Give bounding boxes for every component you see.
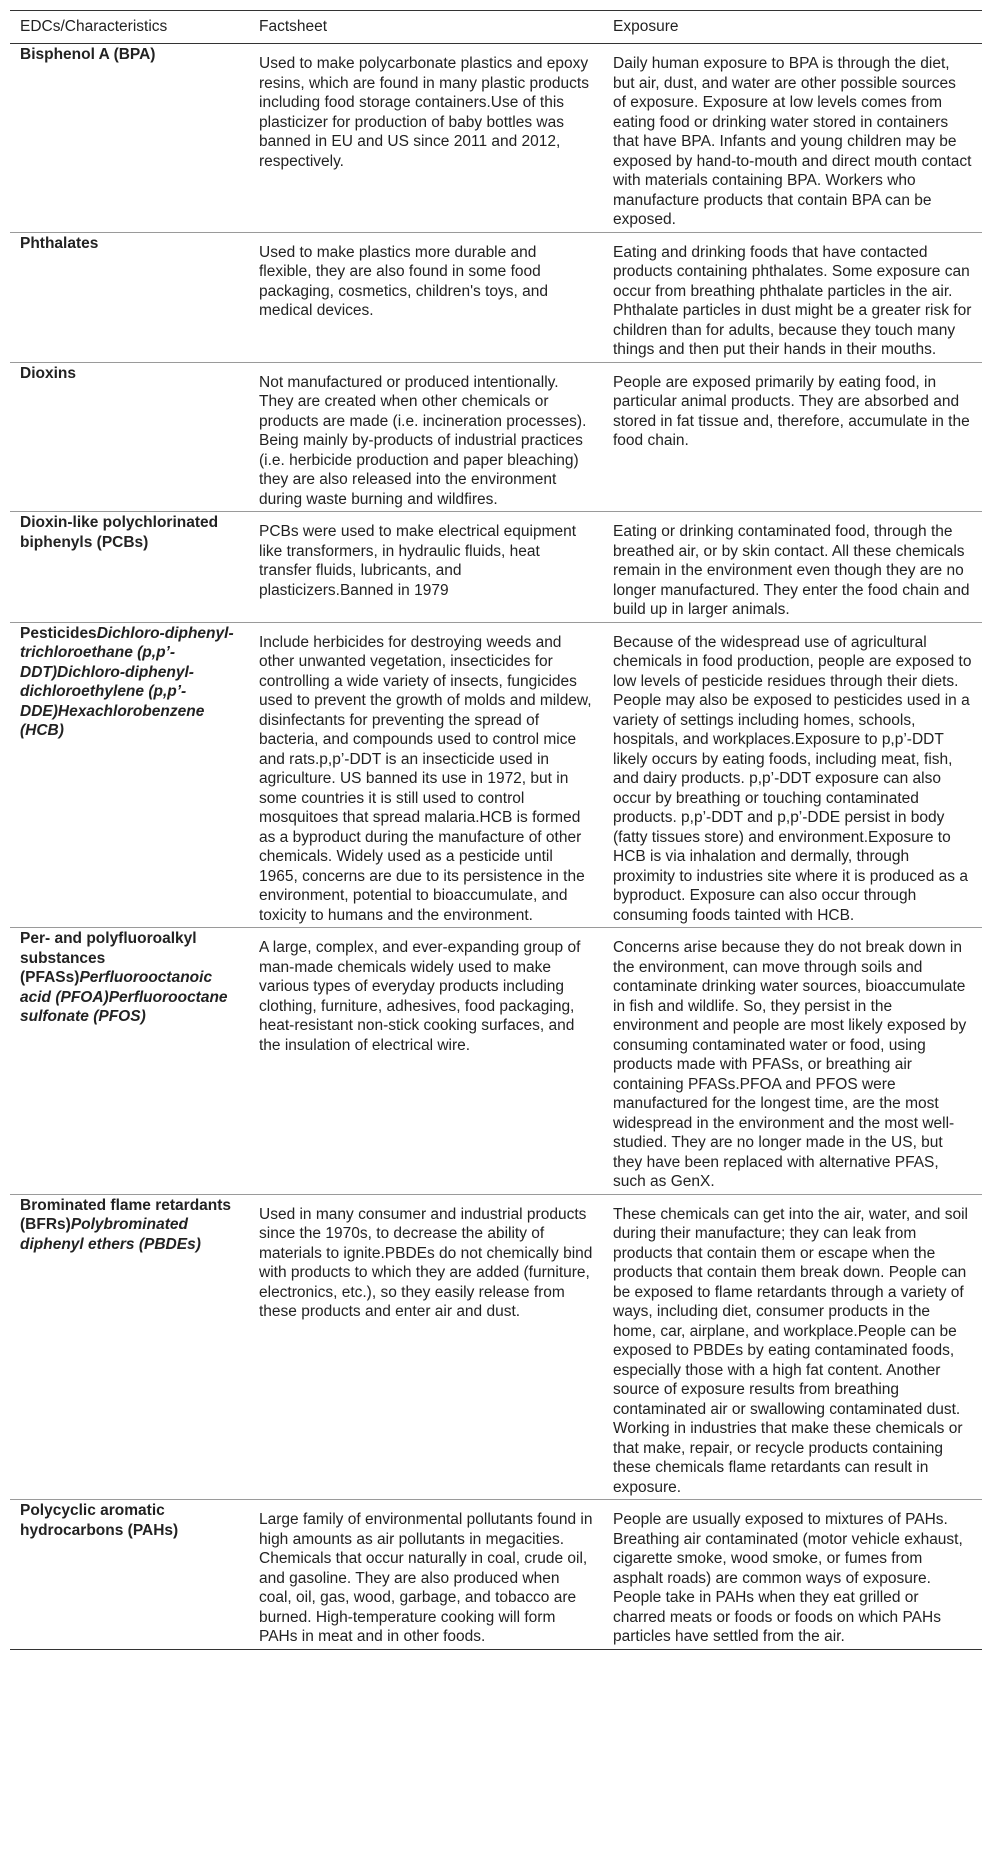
factsheet-cell: A large, complex, and ever-expanding group of man-made chemicals widely used to make various types of everyday products including clothing, furniture, adhesives, food packaging, heat-resistant non-stick cooking surfaces, and the insulation of electrical wire. (249, 928, 603, 1195)
edc-name: Dioxin-like polychlorinated biphenyls (PCBs) (20, 514, 219, 551)
exposure-cell: Because of the widespread use of agricultural chemicals in food production, people are exposed to low levels of pesticide residues through their diets. People may also be exposed to pesticides used in a variety of settings including homes, schools, hospitals, and workplaces.Exposure to p,p’-DDT likely occurs by eating foods, including meat, fish, and dairy products. p,p’-DDT exposure can also occur by breathing or touching contaminated products. p,p’-DDT and p,p’-DDE persist in body (fatty tissues store) and environment.Exposure to HCB is via inhalation and dermally, through proximity to industries site where it is produced as a byproduct. Exposure can also occur through consuming foods tainted with HCB. (603, 622, 982, 928)
exposure-cell: Eating and drinking foods that have contacted products containing phthalates. Some exposure can occur from breathing phthalate particles in the air. Phthalate particles in dust might be a greater risk for children than for adults, because they touch many things and then put their hands in their mouths. (603, 232, 982, 362)
edc-name-cell (10, 622, 249, 928)
table-header-row (10, 11, 982, 44)
exposure-cell: Concerns arise because they do not break down in the environment, can move through soils and contaminate drinking water sources, bioaccumulate in fish and wildlife. So, they persist in the environment and people are most likely exposed by consuming contaminated water or food, using products made with PFASs, or breathing air containing PFASs.PFOA and PFOS were manufactured for the longest time, are the most widespread in the environment and the most well-studied. They are no longer made in the US, but they have been replaced with alternative PFAS, such as GenX. (603, 928, 982, 1195)
exposure-cell: Daily human exposure to BPA is through the diet, but air, dust, and water are other possible sources of exposure. Exposure at low levels comes from eating food or drinking water stored in containers that have BPA. Infants and young children may be exposed by hand-to-mouth and direct mouth contact with materials containing BPA. Workers who manufacture products that contain BPA can be exposed. (603, 44, 982, 233)
edc-name-cell (10, 362, 249, 512)
factsheet-cell: Used in many consumer and industrial products since the 1970s, to decrease the ability of materials to ignite.PBDEs do not chemically bind with products to which they are added (furniture, electronics, etc.), so they easily release from these products and enter air and dust. (249, 1194, 603, 1500)
header-characteristics: EDCs/Characteristics (10, 11, 249, 44)
factsheet-cell: Include herbicides for destroying weeds and other unwanted vegetation, insecticides for controlling a wide variety of insects, fungicides used to prevent the growth of molds and mildew, disinfectants for preventing the spread of bacteria, and compounds used to control mice and rats.p,p’-DDT is an insecticide used in agriculture. US banned its use in 1972, but in some countries it is still used to control mosquitoes that spread malaria.HCB is formed as a byproduct during the manufacture of other chemicals. Widely used as a pesticide until 1965, concerns are due to its persistence in the environment, potential to bioaccumulate, and toxicity to humans and the environment. (249, 622, 603, 928)
edc-name-cell (10, 1500, 249, 1650)
exposure-cell: Eating or drinking contaminated food, through the breathed air, or by skin contact. All these chemicals remain in the environment even though they are no longer manufactured. They enter the food chain and build up in larger animals. (603, 512, 982, 623)
factsheet-cell: Used to make plastics more durable and flexible, they are also found in some food packaging, cosmetics, children's toys, and medical devices. (249, 232, 603, 362)
header-factsheet: Factsheet (249, 11, 603, 44)
edc-name: Pesticides (20, 624, 97, 642)
exposure-cell: These chemicals can get into the air, water, and soil during their manufacture; they can leak from products that contain them or escape when the products that contain them break down. People can be exposed to flame retardants through a variety of ways, including diet, consumer products in the home, car, airplane, and workplace.People can be exposed to PBDEs by eating contaminated foods, especially those with a high fat content. Another source of exposure results from breathing contaminated air or swallowing contaminated dust. Working in industries that make these chemicals or that make, repair, or recycle products containing these chemicals flame retardants can result in exposure. (603, 1194, 982, 1500)
table-row (10, 232, 982, 362)
header-exposure: Exposure (603, 11, 982, 44)
exposure-cell: People are exposed primarily by eating food, in particular animal products. They are absorbed and stored in fat tissue and, therefore, accumulate in the food chain. (603, 362, 982, 512)
edc-name-cell (10, 232, 249, 362)
edc-name-cell (10, 1194, 249, 1500)
edc-name-cell (10, 44, 249, 233)
table-row (10, 1194, 982, 1500)
edc-subtypes: Perfluorooctanoic acid (PFOA)Perfluorooctane sulfonate (PFOS) (20, 969, 228, 1025)
edc-table (10, 10, 982, 1650)
edc-subtypes: Dichloro-diphenyl-trichloroethane (p,p’-DDT)Dichloro-diphenyl-dichloroethylene (p,p’-DDE)Hexachlorobenzene (HCB) (20, 624, 234, 739)
edc-subtypes: Polybrominated diphenyl ethers (PBDEs) (20, 1216, 201, 1253)
table-row (10, 362, 982, 512)
factsheet-cell: Used to make polycarbonate plastics and epoxy resins, which are found in many plastic products including food storage containers.Use of this plasticizer for production of baby bottles was banned in EU and US since 2011 and 2012, respectively. (249, 44, 603, 233)
edc-name: Phthalates (20, 234, 99, 252)
table-row (10, 512, 982, 623)
table-row (10, 622, 982, 928)
edc-name: Polycyclic aromatic hydrocarbons (PAHs) (20, 1502, 179, 1539)
edc-name: Dioxins (20, 364, 76, 382)
factsheet-cell: Not manufactured or produced intentionally. They are created when other chemicals or products are made (i.e. incineration processes). Being mainly by-products of industrial practices (i.e. herbicide production and paper bleaching) they are also released into the environment during waste burning and wildfires. (249, 362, 603, 512)
exposure-cell: People are usually exposed to mixtures of PAHs. Breathing air contaminated (motor vehicle exhaust, cigarette smoke, wood smoke, or fumes from asphalt roads) are common ways of exposure. People take in PAHs when they eat grilled or charred meats or foods or foods on which PAHs particles have settled from the air. (603, 1500, 982, 1650)
edc-name-cell (10, 512, 249, 623)
table-row (10, 928, 982, 1195)
edc-name-cell (10, 928, 249, 1195)
edc-name: Per- and polyfluoroalkyl substances (PFASs) (20, 930, 197, 986)
table-row (10, 44, 982, 233)
factsheet-cell: Large family of environmental pollutants found in high amounts as air pollutants in megacities. Chemicals that occur naturally in coal, crude oil, and gasoline. They are also produced when coal, oil, gas, wood, garbage, and tobacco are burned. High-temperature cooking will form PAHs in meat and in other foods. (249, 1500, 603, 1650)
edc-name: Brominated flame retardants (BFRs) (20, 1196, 232, 1233)
table-row (10, 1500, 982, 1650)
edc-name: Bisphenol A (BPA) (20, 46, 156, 63)
factsheet-cell: PCBs were used to make electrical equipment like transformers, in hydraulic fluids, heat transfer fluids, lubricants, and plasticizers.Banned in 1979 (249, 512, 603, 623)
